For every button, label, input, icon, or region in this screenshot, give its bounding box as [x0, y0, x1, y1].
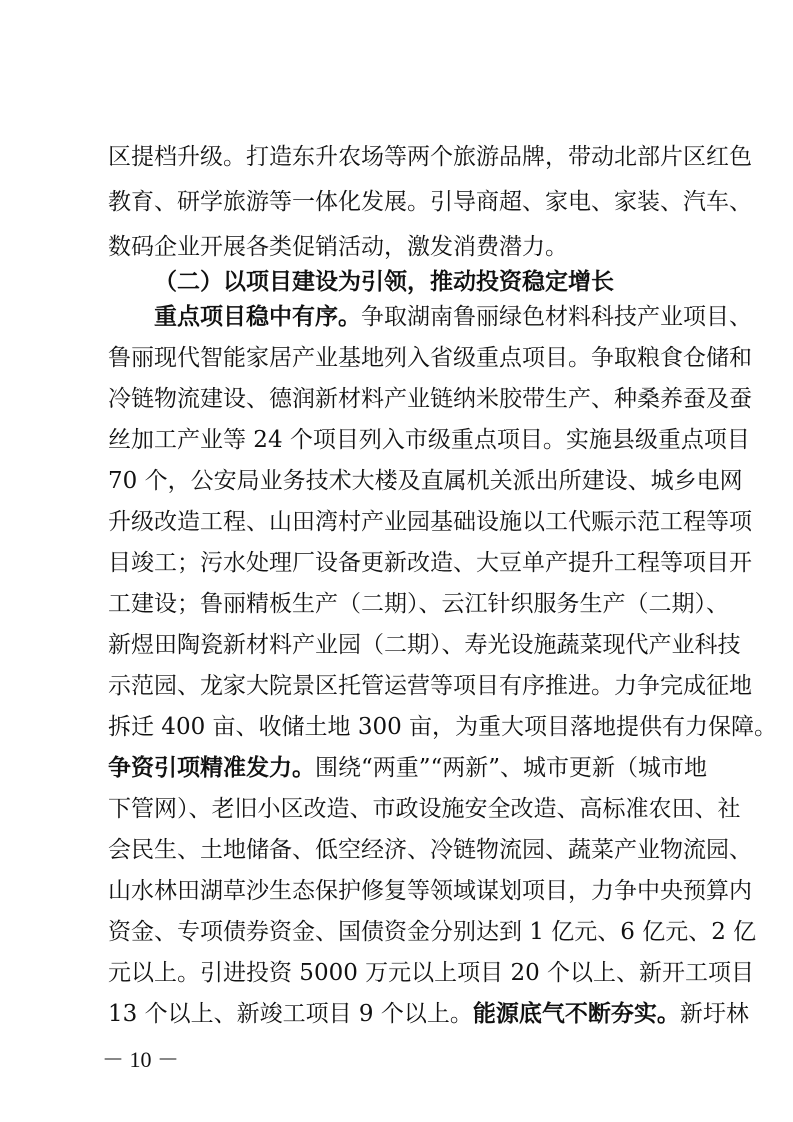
paragraph-line: [108, 830, 752, 870]
line-text: 拆迁 400 亩、收储土地 300 亩，为重大项目落地提供有力保障。: [108, 714, 778, 740]
line-text: 会民生、土地储备、低空经济、冷链物流园、蔬菜产业物流园、: [108, 837, 752, 863]
paragraph-line: [108, 297, 752, 337]
paragraph-line: [108, 912, 757, 952]
line-text: 争取湖南鲁丽绿色材料科技产业项目、: [361, 304, 752, 330]
paragraph-line: [108, 871, 752, 911]
line-text: 13 个以上、新竣工项目 9 个以上。: [108, 1001, 473, 1027]
line-text: 区提档升级。打造东升农场等两个旅游品牌，带动北部片区红色: [108, 144, 752, 170]
line-text: 70 个，公安局业务技术大楼及直属机关派出所建设、城乡电网: [108, 468, 743, 494]
paragraph-line: [108, 707, 778, 747]
line-text: 丝加工产业等 24 个项目列入市级重点项目。实施县级重点项目: [108, 427, 750, 453]
paragraph-line: [108, 502, 752, 542]
paragraph-line: [108, 137, 752, 177]
paragraph-line: [108, 543, 752, 583]
line-text: 新圩林: [679, 1001, 749, 1027]
paragraph-line: [108, 379, 752, 419]
line-text: 新煜田陶瓷新材料产业园（二期）、寿光设施蔬菜现代产业科技: [108, 632, 741, 658]
paragraph-line: [108, 994, 749, 1034]
paragraph-line: [108, 182, 752, 222]
line-text: 目竣工；污水处理厂设备更新改造、大豆单产提升工程等项目开: [108, 550, 752, 576]
line-text: 围绕“两重”“两新”、城市更新（城市地: [315, 755, 708, 781]
line-text: 示范园、龙家大院景区托管运营等项目有序推进。力争完成征地: [108, 673, 752, 699]
line-text: 资金、专项债券资金、国债资金分别达到 1 亿元、6 亿元、2 亿: [108, 919, 757, 945]
section-heading: （二）以项目建设为引领，推动投资稳定增长: [154, 269, 614, 295]
line-text: 元以上。引进投资 5000 万元以上项目 20 个以上、新开工项目: [108, 960, 755, 986]
paragraph-line: [108, 461, 743, 501]
paragraph-line: [108, 625, 741, 665]
line-text: 教育、研学旅游等一体化发展。引导商超、家电、家装、汽车、: [108, 189, 752, 215]
line-text: 冷链物流建设、德润新材料产业链纳米胶带生产、种桑养蚕及蚕: [108, 386, 752, 412]
paragraph-line: [108, 420, 750, 460]
line-text: 山水林田湖草沙生态保护修复等领域谋划项目，力争中央预算内: [108, 878, 752, 904]
paragraph-line: [108, 666, 752, 706]
paragraph-line: [108, 953, 755, 993]
line-text: 下管网）、老旧小区改造、市政设施安全改造、高标准农田、社: [108, 796, 741, 822]
paragraph-line: [108, 338, 752, 378]
paragraph-line: [108, 748, 708, 788]
paragraph-line: [108, 227, 688, 267]
line-text: 工建设；鲁丽精板生产（二期）、云江针织服务生产（二期）、: [108, 591, 729, 617]
paragraph-lead-bold: 重点项目稳中有序。: [154, 304, 361, 330]
page-number: － 10 －: [102, 1047, 180, 1072]
paragraph-lead-bold: 争资引项精准发力。: [108, 755, 315, 781]
paragraph-line: [108, 789, 741, 829]
line-text: 鲁丽现代智能家居产业基地列入省级重点项目。争取粮食仓储和: [108, 345, 752, 371]
paragraph-line: [108, 584, 729, 624]
line-text: 升级改造工程、山田湾村产业园基础设施以工代赈示范工程等项: [108, 509, 752, 535]
line-text: 数码企业开展各类促销活动，激发消费潜力。: [108, 234, 568, 260]
paragraph-lead-bold: 能源底气不断夯实。: [472, 1001, 680, 1027]
